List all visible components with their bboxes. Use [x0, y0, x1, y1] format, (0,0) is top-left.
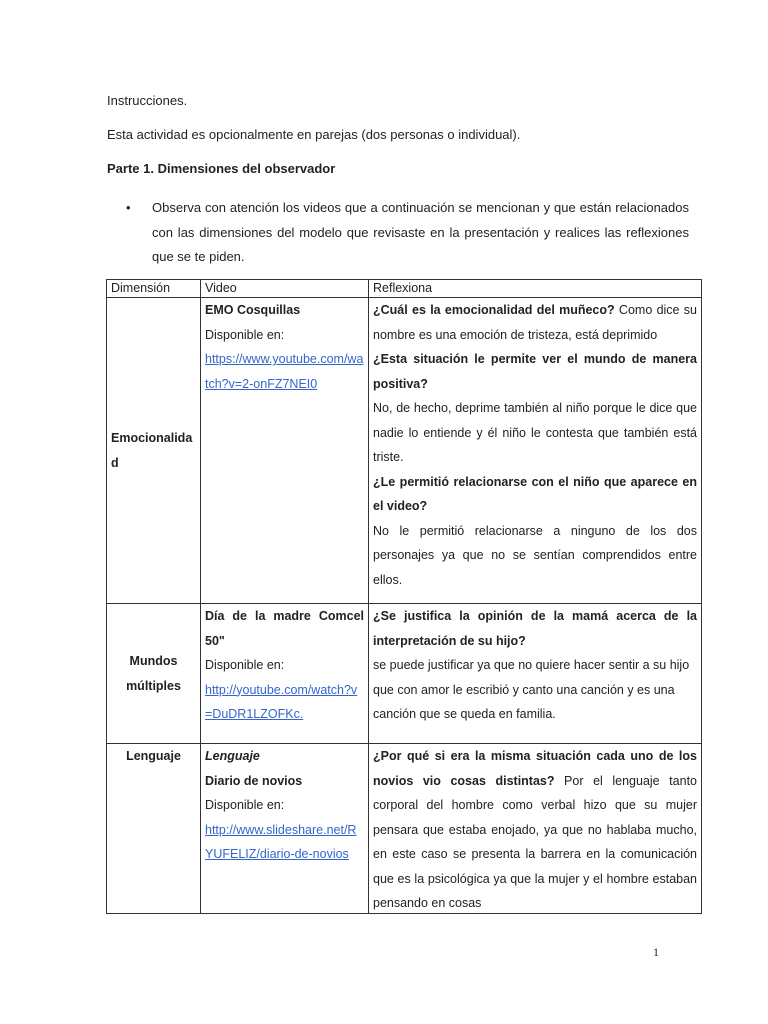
- reflection-cell: [369, 298, 702, 604]
- table-row: [107, 604, 702, 744]
- header-dimension: Dimensión: [107, 280, 201, 298]
- question-1: ¿Por qué si era la misma situación cada uno de los novios vio cosas distintas?: [373, 749, 697, 788]
- dimension-label: Emocionalidad: [111, 431, 193, 470]
- video-title: EMO Cosquillas: [205, 303, 301, 317]
- question-2: ¿Esta situación le permite ver el mundo de manera positiva?: [373, 352, 697, 391]
- answer-3: No le permitió relacionarse a ninguno de los dos personajes ya que no se sentían comprendidos entre ellos.: [373, 523, 697, 587]
- video-title-italic: Lenguaje: [205, 749, 260, 763]
- bullet-icon: •: [126, 200, 131, 215]
- header-reflexiona: Reflexiona: [369, 280, 702, 298]
- video-link[interactable]: https://www.youtube.com/watch?v=2-onFZ7NEI0: [205, 352, 364, 391]
- answer-1: se puede justificar ya que no quiere hacer sentir a su hijo que con amor le escribió y canto una canción y es una canción que se queda en familia.: [373, 658, 690, 721]
- question-1: ¿Se justifica la opinión de la mamá acerca de la interpretación de su hijo?: [373, 609, 697, 648]
- dimension-cell: [107, 744, 201, 914]
- table-row: [107, 744, 702, 914]
- answer-2: No, de hecho, deprime también al niño porque le dice que nadie lo entiende y él niño le contesta que también está triste.: [373, 401, 697, 464]
- video-title: Diario de novios: [205, 773, 303, 788]
- video-cell: [201, 604, 369, 744]
- table-row: [107, 298, 702, 604]
- question-3: ¿Le permitió relacionarse con el niño que aparece en el video?: [373, 474, 697, 513]
- available-label: Disponible en:: [205, 327, 285, 342]
- video-link[interactable]: http://youtube.com/watch?v=DuDR1LZOFKc.: [205, 682, 358, 721]
- header-video: Video: [201, 280, 369, 298]
- dimensions-table: [106, 279, 702, 914]
- dimension-cell: [107, 298, 201, 604]
- dimension-label-line1: Mundos: [129, 654, 178, 668]
- answer-1: Como dice su nombre es una emoción de tristeza, está deprimido: [373, 303, 697, 342]
- dimension-cell: [107, 604, 201, 744]
- dimension-label-line2: múltiples: [126, 678, 181, 693]
- part-title: Parte 1. Dimensiones del observador: [107, 161, 336, 176]
- activity-note: Esta actividad es opcionalmente en parejas (dos personas o individual).: [107, 127, 521, 142]
- video-cell: [201, 744, 369, 914]
- available-label: Disponible en:: [205, 658, 285, 672]
- reflection-cell: [369, 604, 702, 744]
- reflection-content: [373, 744, 697, 913]
- instruction-bullet: [126, 196, 689, 270]
- page-number: 1: [653, 945, 659, 959]
- reflection-cell: [369, 744, 702, 914]
- video-cell: [201, 298, 369, 604]
- instructions-heading: Instrucciones.: [107, 93, 188, 108]
- video-link[interactable]: http://www.slideshare.net/RYUFELIZ/diario-de-novios: [205, 822, 357, 861]
- dimension-label: Lenguaje: [126, 749, 181, 763]
- answer-1: Por el lenguaje tanto corporal del hombre como verbal hizo que su mujer pensara que estaba enojado, ya que no hablaba mucho, en este caso se presenta la barrera en la comunicación que es la psicológica ya que la mujer y el hombre estaban pensando en cosas: [373, 773, 697, 910]
- question-1: ¿Cuál es la emocionalidad del muñeco?: [373, 303, 615, 317]
- video-title: Día de la madre Comcel 50": [205, 609, 364, 648]
- table-header-row: [107, 280, 702, 298]
- bullet-text: Observa con atención los videos que a continuación se mencionan y que están relacionados con las dimensiones del modelo que revisaste en la presentación y realices las reflexiones que se te piden.: [152, 200, 689, 264]
- available-label: Disponible en:: [205, 798, 285, 812]
